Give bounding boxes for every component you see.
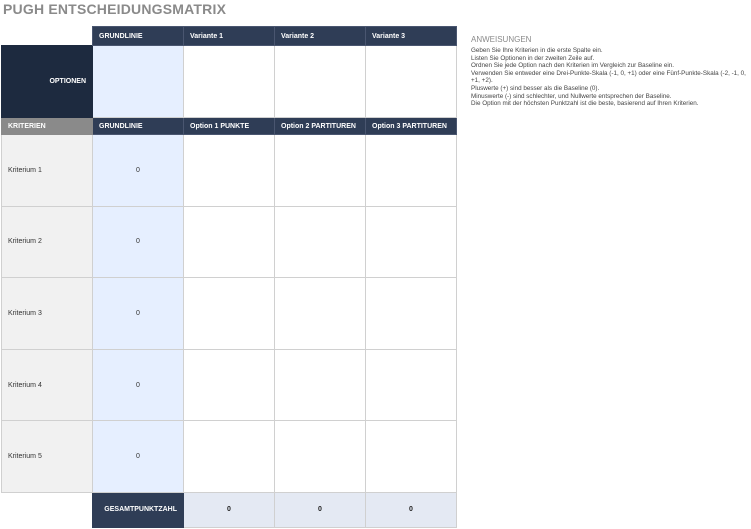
score-cell[interactable] — [366, 421, 457, 493]
instruction-line: Ordnen Sie jede Option nach den Kriterien im Vergleich zur Baseline ein. — [471, 62, 675, 70]
instruction-line: Die Option mit der höchsten Punktzahl ist die beste, basierend auf Ihren Kriterien. — [471, 100, 699, 108]
total-label: GESAMTPUNKTZAHL — [93, 492, 184, 527]
option-2-score-header: Option 2 PARTITUREN — [275, 118, 366, 135]
score-cell[interactable] — [184, 206, 275, 278]
score-cell[interactable] — [184, 278, 275, 350]
option-3-cell[interactable] — [366, 46, 457, 118]
option-2-total: 0 — [275, 492, 366, 527]
baseline-score-cell[interactable]: 0 — [93, 278, 184, 350]
score-cell[interactable] — [275, 135, 366, 207]
baseline-score-cell[interactable]: 0 — [93, 421, 184, 493]
score-cell[interactable] — [366, 349, 457, 421]
score-cell[interactable] — [366, 135, 457, 207]
score-cell[interactable] — [366, 278, 457, 350]
baseline-score-header: GRUNDLINIE — [93, 118, 184, 135]
criterion-row — [2, 349, 457, 421]
score-cell[interactable] — [184, 421, 275, 493]
criterion-label[interactable]: Kriterium 1 — [2, 135, 93, 207]
score-cell[interactable] — [275, 421, 366, 493]
option-1-cell[interactable] — [184, 46, 275, 118]
baseline-score-cell[interactable]: 0 — [93, 135, 184, 207]
options-row — [2, 46, 457, 118]
option-3-total: 0 — [366, 492, 457, 527]
criterion-label[interactable]: Kriterium 2 — [2, 206, 93, 278]
option-2-cell[interactable] — [275, 46, 366, 118]
score-cell[interactable] — [275, 206, 366, 278]
variant-3-header[interactable]: Variante 3 — [366, 27, 457, 46]
header-row — [2, 27, 457, 46]
criteria-header: KRITERIEN — [2, 118, 93, 135]
criterion-label[interactable]: Kriterium 3 — [2, 278, 93, 350]
baseline-header: GRUNDLINIE — [93, 27, 184, 46]
options-label: OPTIONEN — [2, 46, 93, 118]
instruction-line: Geben Sie Ihre Kriterien in die erste Spalte ein. — [471, 47, 603, 54]
criterion-row — [2, 278, 457, 350]
criterion-label[interactable]: Kriterium 5 — [2, 421, 93, 493]
instruction-line: Listen Sie Optionen in der zweiten Zeile auf. — [471, 54, 595, 62]
criterion-label[interactable]: Kriterium 4 — [2, 349, 93, 421]
score-cell[interactable] — [184, 349, 275, 421]
instruction-line: Minuswerte (-) sind schlechter, und Nullwerte entsprechen der Baseline. — [471, 92, 672, 100]
criterion-row — [2, 206, 457, 278]
page-title: PUGH ENTSCHEIDUNGSMATRIX — [3, 1, 227, 17]
instructions-panel — [471, 35, 747, 108]
criterion-row — [2, 421, 457, 493]
criterion-row — [2, 135, 457, 207]
score-cell[interactable] — [366, 206, 457, 278]
option-1-total: 0 — [184, 492, 275, 527]
baseline-score-cell[interactable]: 0 — [93, 349, 184, 421]
empty-corner — [2, 27, 93, 46]
variant-1-header[interactable]: Variante 1 — [184, 27, 275, 46]
total-row — [2, 492, 457, 527]
score-cell[interactable] — [184, 135, 275, 207]
instruction-line: Verwenden Sie entweder eine Drei-Punkte-Skala (-1, 0, +1) oder eine Fünf-Punkte-Skala (-2, -1, 0, +1, +2). — [471, 69, 746, 85]
baseline-option-cell[interactable] — [93, 46, 184, 118]
baseline-score-cell[interactable]: 0 — [93, 206, 184, 278]
score-cell[interactable] — [275, 278, 366, 350]
instructions-heading: ANWEISUNGEN — [471, 35, 532, 44]
empty-total-corner — [2, 492, 93, 527]
option-3-score-header: Option 3 PARTITUREN — [366, 118, 457, 135]
variant-2-header[interactable]: Variante 2 — [275, 27, 366, 46]
score-header-row — [2, 118, 457, 135]
score-cell[interactable] — [275, 349, 366, 421]
option-1-score-header: Option 1 PUNKTE — [184, 118, 275, 135]
pugh-matrix — [1, 26, 457, 528]
instruction-line: Pluswerte (+) sind besser als die Baseline (0). — [471, 84, 600, 92]
